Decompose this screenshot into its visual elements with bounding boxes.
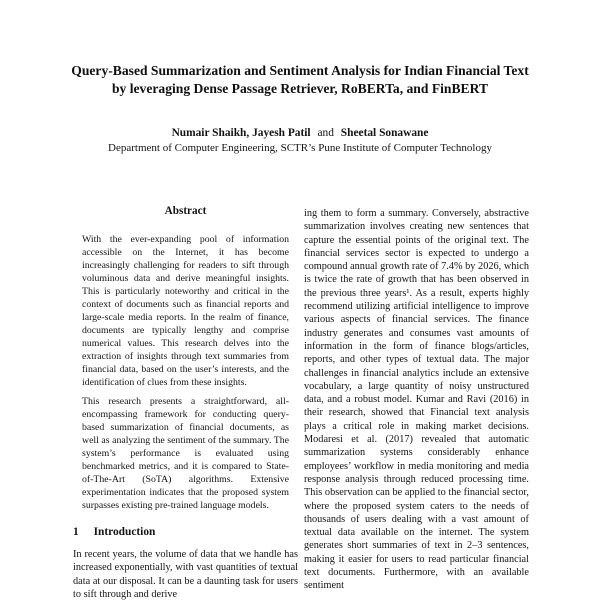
section-heading-introduction xyxy=(73,526,298,538)
author-line xyxy=(0,126,600,141)
body-paragraph-continuation: ing them to form a summary. Conversely, abstractive summarization involves creating new sentences that capture the essential points of the original text. The financial services sector is expected to undergo a compound annual growth rate of 7.4% by 2026, which is twice the rate of growth that has been observed in the previous three years¹. As a result, experts highly recommend utilizing artificial intelligence to improve various aspects of financial services. The finance industry generates and consumes vast amounts of information in the form of finance blogs/articles, reports, and other types of textual data. The major challenges in financial analytics include an extensive vocabulary, a large quantity of noisy unstructured data, and a robust model. Kumar and Ravi (2016) in their research, showed that Financial text analysis plays a critical role in making market decisions. Modaresi et al. (2017) revealed that automatic summarization systems considerably enhance employees’ workflow in media monitoring and media response analysis through reduced processing time. This observation can be applied to the financial sector, where the proposed system caters to the needs of thousands of users dealing with a vast amount of textual data available on the internet. The system generates short summaries of text in 2–3 sentences, making it easier for users to read particular financial text documents. Furthermore, with an available sentiment xyxy=(304,208,529,592)
affiliation: Department of Computer Engineering, SCTR’s Pune Institute of Computer Technology xyxy=(108,142,492,154)
abstract-heading: Abstract xyxy=(164,205,207,217)
author-names-primary: Numair Shaikh, Jayesh Patil xyxy=(171,127,311,139)
author-connector: and xyxy=(317,127,334,139)
author-name-last: Sheetal Sonawane xyxy=(340,127,429,139)
section-title: Introduction xyxy=(93,526,156,538)
abstract-paragraph-2: This research presents a straightforward, all-encompassing framework for conducting query-based summarization of financial documents, as well as analyzing the sentiment of the summary. The system’s performance is evaluated using benchmarked metrics, and it is compared to State-of-The-Art (SoTA) algorithms. Extensive experimentation indicates that the proposed system surpasses existing pre-trained language models. xyxy=(82,396,289,511)
section-number: 1 xyxy=(73,526,79,538)
paper-title: Query-Based Summarization and Sentiment Analysis for Indian Financial Text by leveraging Dense Passage Retriever, RoBERTa, and FinBERT xyxy=(71,63,529,96)
abstract-paragraph-1: With the ever-expanding pool of information accessible on the Internet, it has become increasingly challenging for readers to sift through voluminous data and derive meaningful insights. This is particularly noteworthy and critical in the context of documents such as financial reports and large-scale media reports. In the realm of finance, documents are typically lengthy and comprise numerical values. This research delves into the extraction of insights through text summaries from financial data, based on the user’s interests, and the identification of clues from these insights. xyxy=(82,234,289,388)
left-column xyxy=(73,205,298,600)
right-column xyxy=(304,207,529,593)
introduction-paragraph: In recent years, the volume of data that we handle has increased exponentially, with vast quantities of textual data at our disposal. It can be a daunting task for users to sift through and derive xyxy=(73,549,298,600)
